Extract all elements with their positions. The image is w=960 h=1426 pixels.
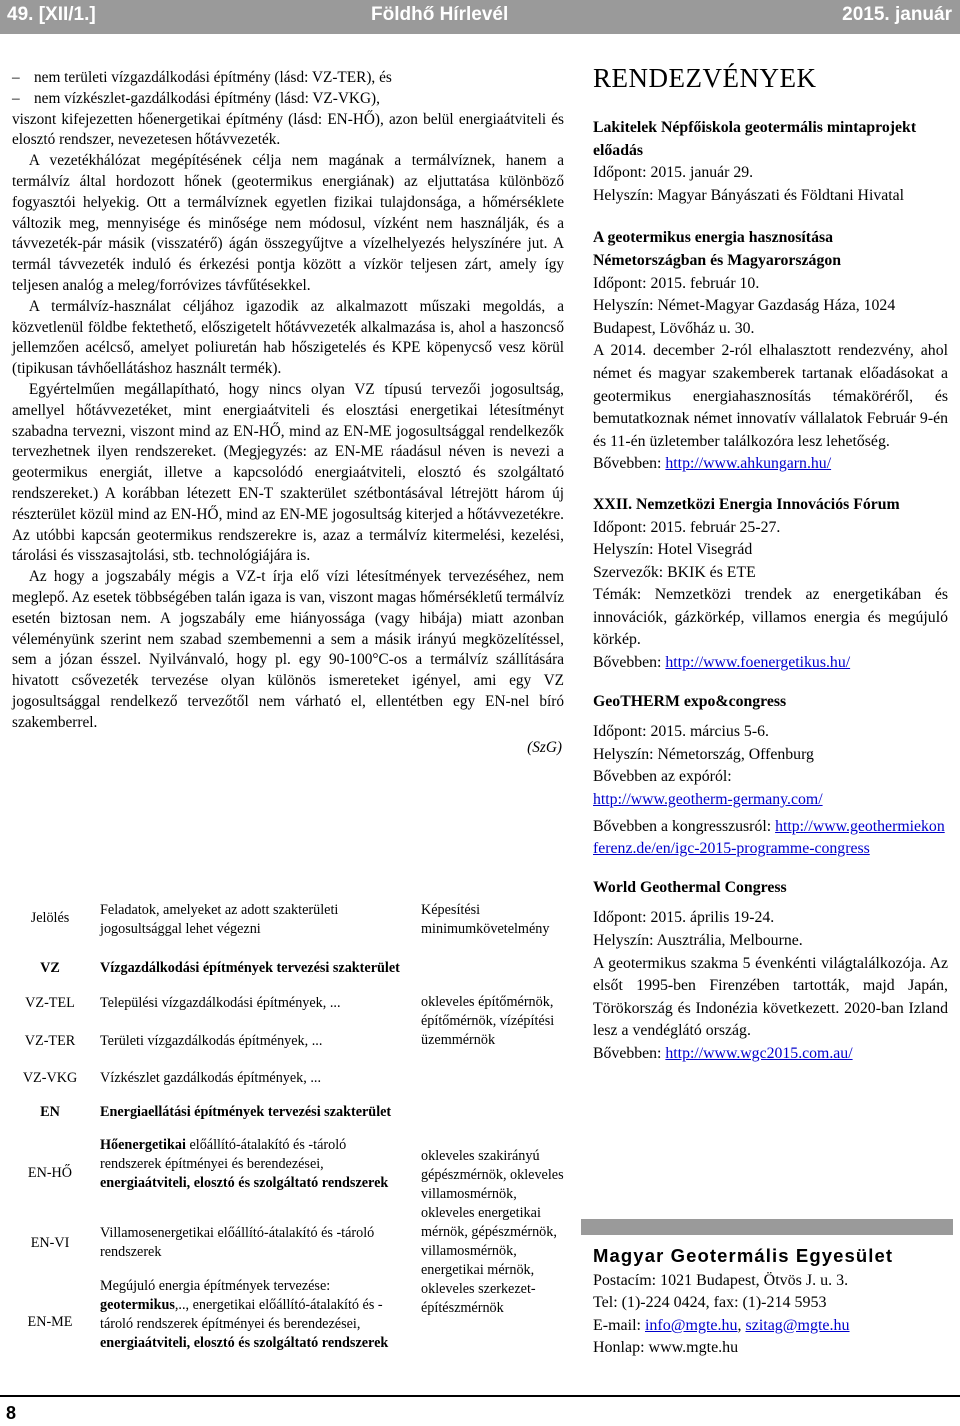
- website: Honlap: www.mgte.hu: [593, 1339, 739, 1356]
- table-code: EN-ME: [27, 1314, 73, 1330]
- table-header-requirement: Képesítési minimumkövetelmény: [421, 902, 550, 937]
- event-lakitelek: Lakitelek Népfőiskola geotermális mintaprojekt előadás Időpont: 2015. január 29. Helyszín: Magyar Bányászati és Földtani Hivatal: [593, 119, 917, 204]
- table-section-title: Energiaellátási építmények tervezési szakterület: [100, 1104, 392, 1120]
- events-column: [593, 62, 948, 1082]
- events-heading: RENDEZVÉNYEK: [593, 63, 817, 93]
- table-section-title: Vízgazdálkodási építmények tervezési szakterület: [100, 960, 400, 976]
- table-code: VZ-VKG: [22, 1070, 78, 1086]
- article-paragraph: A termálvíz-használat céljához igazodik az alkalmazott műszaki megoldás, a közvetlenül földbe fektethető, előszigetelt hőtávvezeték alkalmazása is, ahol a haszoncső jellemzően acélcső, amelyet poliuretán hab hőszigetelés és KPE köpenycső vesz körül (tipikusan távhőellátáshoz használt termék).: [12, 297, 564, 378]
- article-column: [12, 68, 564, 758]
- issue-number: 49. [XII/1.]: [7, 4, 96, 25]
- table-header-code: Jelölés: [30, 910, 70, 926]
- article-paragraph: Az hogy a jogszabály mégis a VZ-t írja elő vízi létesítmények tervezéséhez, nem meglepő. Az esetek többségében talán igaza is van, viszont magas hőmérsékletű termálvíz esetén biztosan nem. A jogszabály eme hiányossága (vagy hibája) miatt azonban véleményünk szerint nem szabad szembemenni a sem a másik irányú megközelítéssel, sem a józan ésszel. Nyilvánvaló, hogy pl. egy 90-100°C-os a termálvíz szállítására hivatott csővezeték tervezése olyan különös ismereteket igényel, ami egy VZ jogosultsággal rendelkező tervezőtől nem várható el, ellentétben egy EN-nel bíró szakemberrel.: [12, 568, 564, 731]
- table-code: VZ-TER: [24, 1033, 76, 1049]
- table-code: VZ: [40, 960, 60, 976]
- list-item: – nem területi vízgazdálkodási építmény (lásd: VZ-TER), és: [12, 69, 392, 86]
- table-requirement: okleveles építőmérnök, építőmérnök, vízépítési üzemmérnök: [421, 994, 555, 1048]
- event-link[interactable]: http://www.ahkungarn.hu/: [665, 455, 832, 473]
- email-line: E-mail: info@mgte.hu, szitag@mgte.hu: [593, 1316, 850, 1334]
- table-code: EN: [40, 1104, 60, 1120]
- table-task: Megújuló energia építmények tervezése: geotermikus,.., energetikai előállító-átalakító és -tároló rendszerek építményei és berendezései, energiaátviteli, elosztó és szolgáltató rendszerek: [100, 1278, 389, 1351]
- table-requirement: okleveles szakirányú gépészmérnök, okleveles villamosmérnök, okleveles energetikai mérnök, gépészmérnök, villamosmérnök, energetikai mérnök, okleveles szerkezet-építészmérnök: [421, 1148, 564, 1316]
- event-world-congress: World Geothermal Congress Időpont: 2015. április 19-24. Helyszín: Ausztrália, Melbourne. A geotermikus szakma 5 évenkénti világtalálkozója. Az elsőt 1995-ben Firenzében tartották, majd Japán, Törökország és Indonézia következett. 2020-ban Izland lesz a vendéglátó ország. Bővebben: http://www.wgc2015.com.au/: [593, 878, 948, 1062]
- event-link[interactable]: http://www.wgc2015.com.au/: [665, 1044, 853, 1062]
- article-paragraph: Egyértelműen megállapítható, hogy nincs olyan VZ típusú tervezői jogosultság, amellyel hőtávvezetéket, mint energiaátviteli és elosztási energetikai létesítményt szabadna tervezni, viszont mind az EN-HŐ, mind az EN-ME jogosultsággal rendelkezők tervezhetnek ilyen rendszereket. (Megjegyzés: az EN-ME ráadásul néven is nevezi a geotermikus energiát, illetve a kapcsolódó energiaátviteli, elosztó és szolgáltató rendszereket.) A korábban létezett EN-T szakterület szétbontásával létrejött három új részterület közül mind az EN-HŐ, mind az EN-ME jogosultság kiterjed a hőtávvezetékre. Az utóbbi kapcsán geotermikus rendszerekre is, azaz a termálvíz kitermelési, kezelési, tárolási és visszasajtolási, stb. technológiájára is.: [12, 380, 564, 565]
- issue-date: 2015. január: [842, 4, 952, 25]
- table-task: Települési vízgazdálkodási építmények, ...: [100, 995, 341, 1011]
- email-link[interactable]: info@mgte.hu: [644, 1316, 738, 1334]
- article-paragraph: viszont kifejezetten hőenergetikai építmény (lásd: EN-HŐ), azon belül energiaátviteli és elosztó rendszer, nevezetesen hőtávvezeték.: [12, 110, 564, 149]
- contact-block: [593, 1245, 951, 1360]
- section-divider: [581, 1219, 953, 1235]
- event-geotherm-expo: GeoTHERM expo&congress Időpont: 2015. március 5-6. Helyszín: Németország, Offenburg Bővebben az expóról: http://www.geotherm-germany.com/ Bővebben a kongresszusról: http://www.geothermiekonferenz.de/en/igc-2015-programme-congress: [593, 691, 948, 861]
- event-link[interactable]: http://www.geotherm-germany.com/: [593, 791, 823, 809]
- table-code: VZ-TEL: [25, 995, 75, 1011]
- event-geothermal-usage: A geotermikus energia hasznosítása Németországban és Magyarországon Időpont: 2015. február 10. Helyszín: Német-Magyar Gazdaság Háza, 1024 Budapest, Lövőház u. 30. A 2014. december 2-ról elhalasztott rendezvény, ahol német és magyar szakemberek tartanak előadásokat a geotermikus energiahasznosítás témaköréről, és bemutatkoznak német innovatív vállalatok Február 9-én és 11-én üzletember találkozóra lesz lehetőség. Bővebben: http://www.ahkungarn.hu/: [593, 229, 948, 473]
- table-task: Villamosenergetikai előállító-átalakító és -tároló rendszerek: [100, 1225, 375, 1260]
- page-header: [0, 0, 960, 34]
- table-code: EN-VI: [30, 1235, 70, 1251]
- email-link[interactable]: szitag@mgte.hu: [745, 1316, 850, 1334]
- list-item: – nem vízkészlet-gazdálkodási építmény (lásd: VZ-VKG),: [12, 89, 380, 107]
- event-link[interactable]: http://www.geothermiekonferenz.de/en/igc-2015-programme-congress: [593, 817, 945, 858]
- table-header-task: Feladatok, amelyeket az adott szakterületi jogosultsággal lehet végezni: [100, 902, 339, 937]
- table-task: Vízkészlet gazdálkodás építmények, ...: [100, 1070, 322, 1086]
- author-signature: (SzG): [527, 738, 562, 756]
- event-energy-forum: XXII. Nemzetközi Energia Innovációs Fórum Időpont: 2015. február 25-27. Helyszín: Hotel Visegrád Szervezők: BKIK és ETE Témák: Nemzetközi trendek az energetikában és innovációk, gázkörkép, villamos energia és megújuló körkép. Bővebben: http://www.foenergetikus.hu/: [593, 495, 948, 672]
- page-number: 8: [6, 1403, 17, 1423]
- table-code: EN-HŐ: [27, 1165, 73, 1181]
- phone-fax: Tel: (1)-224 0424, fax: (1)-214 5953: [593, 1294, 827, 1311]
- organization-name: Magyar Geotermális Egyesület: [593, 1245, 894, 1266]
- postal-address: Postacím: 1021 Budapest, Ötvös J. u. 3.: [593, 1271, 849, 1289]
- event-link[interactable]: http://www.foenergetikus.hu/: [665, 654, 851, 672]
- table-task: Hőenergetikai előállító-átalakító és -tároló rendszerek építményei és berendezései, energiaátviteli, elosztó és szolgáltató rendszerek: [100, 1137, 389, 1191]
- table-task: Területi vízgazdálkodás építmények, ...: [100, 1033, 323, 1049]
- newsletter-title: Földhő Hírlevél: [371, 4, 509, 25]
- footer-rule: [0, 1395, 960, 1397]
- article-paragraph: A vezetékhálózat megépítésének célja nem magának a termálvíznek, hanem a termálvíz által hordozott hőnek (geotermikus energiának) az eljuttatása különböző fogyasztói helyekig. Ott a termálvíznek egyetlen fizikai tulajdonsága, a hőmérséklete változik meg, mennyisége és minősége nem módosul, vízként nem használják, és a távvezeték-pár másik (visszatérő) ágán összegyűjtve a vízelhelyezés helyszínére jut. A termál távvezeték induló és érkezési pontja között a vízkör teljesen zárt, amely így teljesen analóg a meleg/forróvizes távfűtésekkel.: [12, 152, 564, 294]
